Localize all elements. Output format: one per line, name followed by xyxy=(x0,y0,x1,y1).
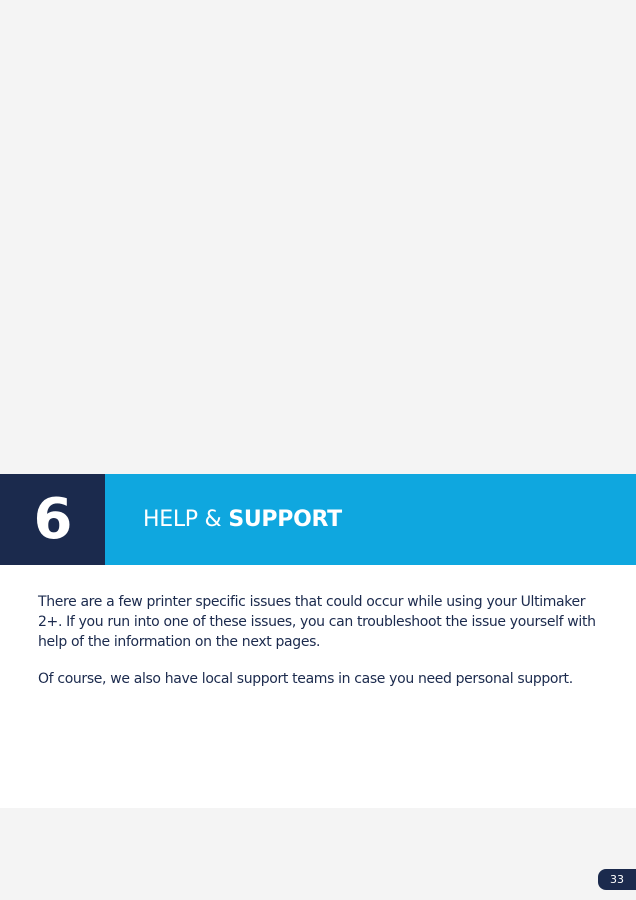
content-section xyxy=(0,565,636,808)
chapter-number-box xyxy=(0,474,105,565)
chapter-title xyxy=(143,474,342,565)
page-number: 33 xyxy=(598,869,636,890)
chapter-title-light: HELP & xyxy=(143,507,222,532)
intro-paragraph: There are a few printer specific issues that could occur while using your Ultimaker 2+. If you run into one of these issues, you can troubleshoot the issue yourself with help of the information on the next pages. xyxy=(38,594,596,650)
chapter-banner xyxy=(0,474,636,565)
chapter-number: 6 xyxy=(33,486,72,552)
support-paragraph: Of course, we also have local support teams in case you need personal support. xyxy=(38,671,573,687)
chapter-title-bold: SUPPORT xyxy=(228,507,342,532)
